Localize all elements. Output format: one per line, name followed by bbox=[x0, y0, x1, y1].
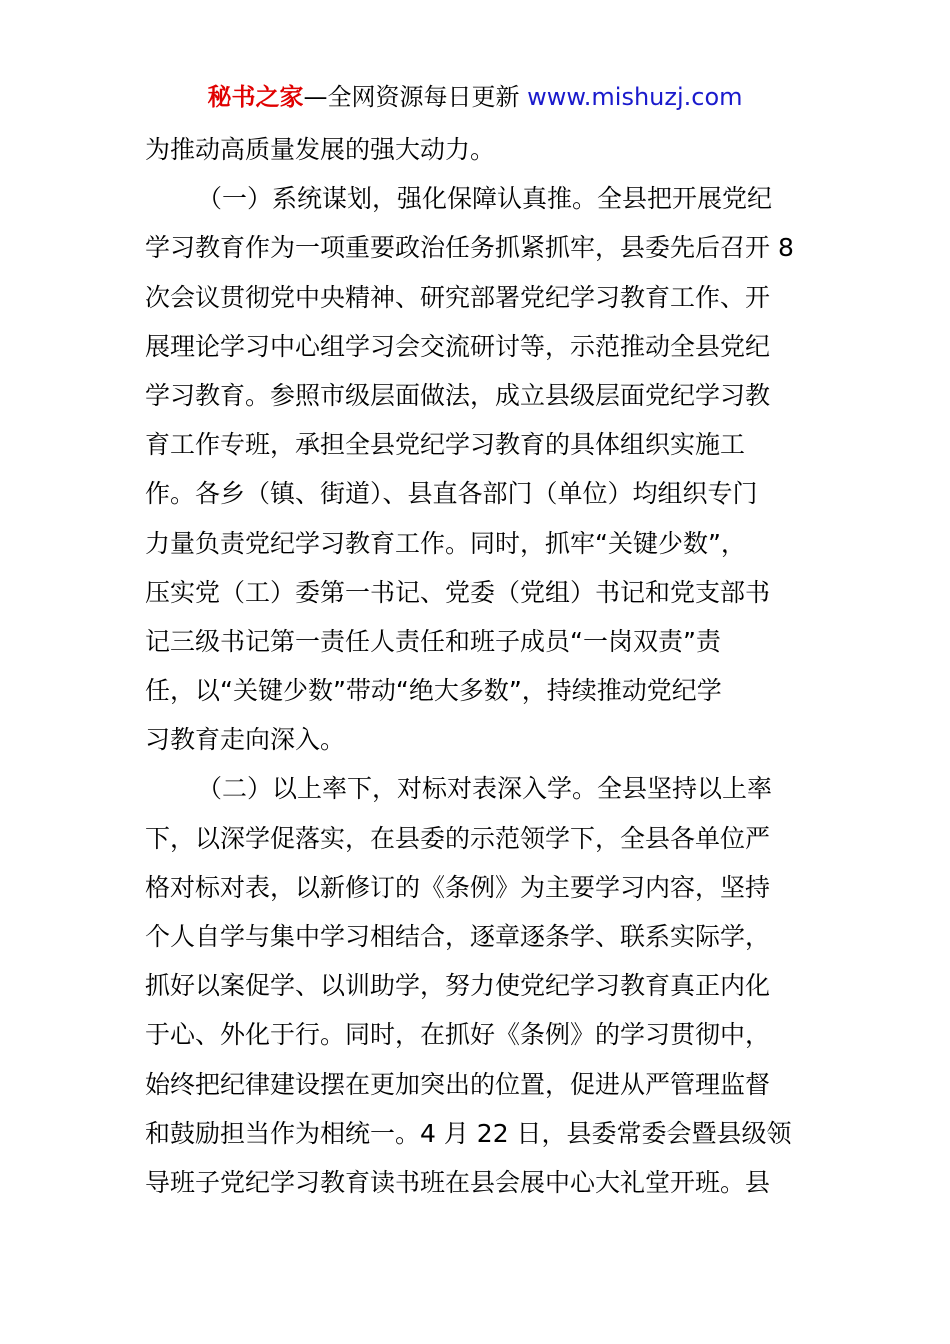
paragraph-line: 学习教育。参照市级层面做法，成立县级层面党纪学习教 bbox=[145, 380, 771, 410]
document-body bbox=[145, 125, 810, 1207]
paragraph-line: 和鼓励担当作为相统一。4 月 22 日，县委常委会暨县级领 bbox=[145, 1118, 792, 1148]
paragraph-line: 于心、外化于行。同时，在抓好《条例》的学习贯彻中， bbox=[145, 1020, 771, 1050]
paragraph-line: 任，以“关键少数”带动“绝大多数”，持续推动党纪学 bbox=[145, 676, 722, 706]
paragraph-line: 力量负责党纪学习教育工作。同时，抓牢“关键少数”， bbox=[145, 528, 746, 558]
paragraph-line: 导班子党纪学习教育读书班在县会展中心大礼堂开班。县 bbox=[145, 1167, 771, 1197]
paragraph-line: （一）系统谋划，强化保障认真推。全县把开展党纪 bbox=[197, 184, 773, 214]
paragraph-line: 格对标对表，以新修订的《条例》为主要学习内容，坚持 bbox=[145, 872, 771, 902]
paragraph-line: 育工作专班，承担全县党纪学习教育的具体组织实施工 bbox=[145, 430, 746, 460]
paragraph-line: 下，以深学促落实，在县委的示范领学下，全县各单位严 bbox=[145, 823, 771, 853]
site-brand: 秘书之家 bbox=[207, 83, 304, 111]
site-tagline: —全网资源每日更新 bbox=[303, 83, 528, 111]
paragraph-line: 压实党（工）委第一书记、党委（党组）书记和党支部书 bbox=[145, 577, 771, 607]
paragraph-line: （二）以上率下，对标对表深入学。全县坚持以上率 bbox=[197, 774, 773, 804]
paragraph-line: 展理论学习中心组学习会交流研讨等，示范推动全县党纪 bbox=[145, 331, 771, 361]
page-header bbox=[0, 80, 950, 114]
paragraph-line: 始终把纪律建设摆在更加突出的位置，促进从严管理监督 bbox=[145, 1069, 771, 1099]
paragraph-line: 学习教育作为一项重要政治任务抓紧抓牢，县委先后召开 8 bbox=[145, 233, 794, 263]
paragraph-line: 个人自学与集中学习相结合，逐章逐条学、联系实际学， bbox=[145, 922, 771, 951]
paragraph-line: 习教育走向深入。 bbox=[145, 725, 346, 755]
paragraph-line: 作。各乡（镇、街道）、县直各部门（单位）均组织专门 bbox=[145, 479, 758, 509]
paragraph-line: 抓好以案促学、以训助学，努力使党纪学习教育真正内化 bbox=[145, 971, 771, 1001]
site-url-link[interactable]: www.mishuzj.com bbox=[527, 83, 743, 111]
paragraph-line: 为推动高质量发展的强大动力。 bbox=[145, 135, 496, 164]
paragraph-line: 次会议贯彻党中央精神、研究部署党纪学习教育工作、开 bbox=[145, 282, 771, 312]
paragraph-line: 记三级书记第一责任人责任和班子成员“一岗双责”责 bbox=[145, 626, 721, 656]
